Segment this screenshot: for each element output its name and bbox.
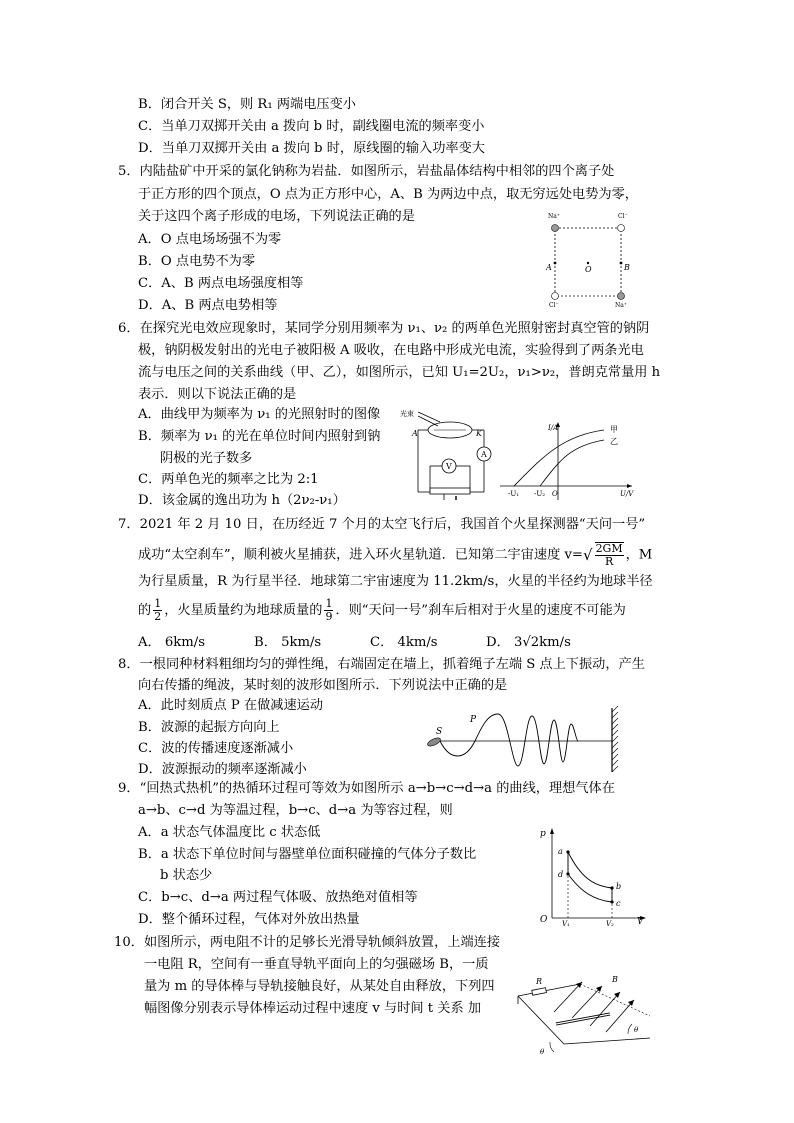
q9-stem-line2: a→b、c→d 为等温过程，b→c、d→a 为等容过程，则 — [138, 803, 453, 818]
q7-stem-line3: 为行星质量，R 为行星半径．地球第二宇宙速度为 11.2km/s，火星的半径约为地球半径 — [138, 574, 653, 589]
v2-label: V₂ — [606, 920, 614, 926]
q7-text: ，M — [625, 547, 653, 563]
escape-velocity-fraction — [595, 542, 624, 568]
q5-stem-line3: 关于这四个离子形成的电场，下列说法正确的是 — [138, 209, 415, 224]
ninth-fraction — [324, 598, 333, 623]
q6-option-d: D．该金属的逸出功为 h（2ν₂-ν₁） — [138, 493, 346, 508]
q4-option-b: B．闭合开关 S，则 R₁ 两端电压变小 — [138, 97, 356, 112]
q10-stem-line2: 一电阻 R，空间有一垂直导轨平面向上的匀强磁场 B，一质 — [144, 957, 489, 972]
u2-label: -U₂ — [534, 490, 546, 498]
q7-option-c: C． 4km/s — [370, 635, 438, 650]
q9-stem: 9．“回热式热机”的热循环过程可等效为如图所示 a→b→c→d→a 的曲线，理想气体在 — [118, 781, 615, 796]
option-value: 3√2 — [513, 635, 540, 650]
angle-theta-label: θ — [540, 1048, 545, 1056]
q9-option-d: D．整个循环过程，气体对外放出热量 — [138, 912, 360, 927]
q10-rail-figure — [510, 972, 660, 1058]
q8-option-a: A．此时刻质点 P 在做减速运动 — [138, 698, 324, 713]
q5-option-c: C．A、B 两点电场强度相等 — [138, 276, 304, 291]
fraction-denominator: 9 — [325, 610, 333, 623]
q4-option-c: C．当单刀双掷开关由 a 拨向 b 时，副线圈电流的频率变小 — [138, 119, 485, 134]
state-b-label: b — [616, 882, 622, 891]
light-beam-label: 光束 — [400, 410, 414, 418]
q9-option-c: C．b→c、d→a 两过程气体吸、放热绝对值相等 — [138, 890, 418, 905]
origin-label: O — [540, 915, 548, 925]
point-b-label: B — [624, 263, 630, 272]
q6-stem-line3: 流与电压之间的关系曲线（甲、乙），如图所示，已知 U₁=2U₂，ν₁>ν₂，普朗克常量用 h — [138, 365, 661, 380]
field-b-label: B — [612, 975, 618, 984]
sqrt-sign: √ — [583, 546, 593, 564]
q9-option-b-cont: b 状态少 — [160, 868, 213, 883]
q7-text: 的 — [138, 603, 152, 618]
q8-stem: 8．一根同种材料粗细均匀的弹性绳，右端固定在墙上，抓着绳子左端 S 点上下振动，产生 — [118, 657, 645, 672]
fraction-numerator: 2GM — [595, 542, 623, 555]
fraction-denominator: 2 — [154, 610, 162, 623]
curve-jia-label: 甲 — [610, 425, 618, 434]
q7-text: 成功“太空刹车”，顺利被火星捕获，进入环火星轨道．已知第二宇宙速度 v= — [138, 547, 583, 563]
v1-label: V₁ — [562, 920, 570, 926]
q9-option-a: A．a 状态气体温度比 c 状态低 — [138, 825, 321, 840]
state-c-label: c — [616, 899, 621, 908]
q10-stem-line4: 幅图像分别表示导体棒运动过程中速度 v 与时间 t 关系 加 — [144, 1001, 482, 1016]
q6-option-c: C．两单色光的频率之比为 2:1 — [138, 472, 319, 487]
q8-option-d: D．波源振动的频率逐渐减小 — [138, 762, 307, 777]
cathode-label: K — [476, 429, 482, 438]
q7-stem-line2 — [138, 542, 652, 568]
state-a-label: a — [558, 847, 563, 856]
pressure-axis-label: p — [540, 829, 546, 839]
ammeter-label: A — [481, 450, 487, 459]
q8-option-c: C．波的传播速度逐渐减小 — [138, 741, 294, 756]
q5-stem: 5．内陆盐矿中开采的氯化钠称为岩盐．如图所示，岩盐晶体结构中相邻的四个离子处 — [118, 164, 615, 179]
q7-stem: 7．2021 年 2 月 10 日，在历经近 7 个月的太空飞行后，我国首个火星探测器“天问一号” — [118, 517, 646, 532]
q5-stem-line2: 于正方形的四个顶点，O 点为正方形中心，A、B 为两边中点，取无穷远处电势为零， — [138, 187, 638, 202]
q8-wave-figure — [420, 706, 630, 776]
resistor-r-label: R — [536, 977, 543, 986]
q6-stem-line4: 表示．则以下说法正确的是 — [138, 387, 297, 402]
source-s-label: S — [436, 727, 443, 737]
q9-option-b: B．a 状态下单位时间与器壁单位面积碰撞的气体分子数比 — [138, 847, 477, 862]
cl-label: Cl⁻ — [618, 213, 628, 220]
voltage-axis-label: U/V — [620, 490, 634, 498]
particle-p-label: P — [470, 715, 477, 725]
q5-option-b: B．O 点电势不为零 — [138, 254, 256, 269]
q7-stem-line4 — [138, 598, 626, 623]
q10-stem: 10．如图所示，两电阻不计的足够长光滑导轨倾斜放置，上端连接 — [114, 935, 501, 950]
q7-option-a: A． 6km/s — [138, 635, 205, 650]
volume-axis-label: V — [637, 917, 644, 926]
voltmeter-label: V — [446, 462, 452, 471]
q9-pv-diagram — [536, 826, 656, 926]
cl-label: Cl⁻ — [549, 302, 559, 308]
q7-option-b: B． 5km/s — [254, 635, 322, 650]
option-unit: km/s — [539, 635, 571, 650]
fraction-numerator: 1 — [154, 597, 162, 610]
q7-option-d — [486, 634, 571, 652]
anode-label: A — [412, 429, 418, 438]
point-a-label: A — [546, 263, 552, 272]
q5-option-a: A．O 点电场场强不为零 — [138, 232, 282, 247]
half-fraction — [153, 598, 162, 623]
na-label: Na⁺ — [548, 213, 560, 220]
q6-option-a: A．曲线甲为频率为 ν₁ 的光照射时的图像 — [138, 407, 381, 422]
q6-option-b-cont: 阴极的光子数多 — [160, 451, 253, 466]
origin-label: O — [552, 490, 558, 498]
q7-text: ．则“天问一号”刹车后相对于火星的速度不可能为 — [335, 603, 626, 618]
q4-option-d: D．当单刀双掷开关由 a 拨向 b 时，原线圈的输入功率变大 — [138, 141, 485, 156]
q6-stem: 6．在探究光电效应现象时，某同学分别用频率为 ν₁、ν₂ 的两单色光照射密封真空管的钠阴 — [118, 321, 650, 336]
q5-ion-figure — [540, 208, 630, 308]
u1-label: -U₁ — [508, 490, 520, 498]
fraction-denominator: R — [604, 555, 614, 568]
q6-circuit-figure — [400, 404, 500, 504]
fraction-numerator: 1 — [325, 597, 333, 610]
q10-stem-line3: 量为 m 的导体棒与导轨接触良好，从某处自由释放，下列四 — [144, 979, 495, 994]
angle-theta-label: θ — [634, 1026, 639, 1034]
na-label: Na⁺ — [615, 302, 627, 308]
q7-text: ，火星质量约为地球质量的 — [164, 603, 323, 618]
q6-iv-graph — [500, 420, 640, 502]
current-axis-label: I/A — [548, 424, 559, 432]
point-o-label: O — [585, 265, 592, 274]
q8-option-b: B．波源的起振方向向上 — [138, 720, 280, 735]
q6-option-b: B．频率为 ν₁ 的光在单位时间内照射到钠 — [138, 429, 381, 444]
q5-option-d: D．A、B 两点电势相等 — [138, 298, 278, 313]
q6-stem-line2: 极，钠阴极发射出的光电子被阳极 A 吸收，在电路中形成光电流，实验得到了两条光电 — [138, 343, 644, 358]
option-label: D． — [486, 635, 510, 650]
q8-stem-line2: 向右传播的绳波，某时刻的波形如图所示．下列说法中正确的是 — [138, 678, 508, 693]
curve-yi-label: 乙 — [610, 437, 618, 446]
state-d-label: d — [558, 870, 564, 879]
